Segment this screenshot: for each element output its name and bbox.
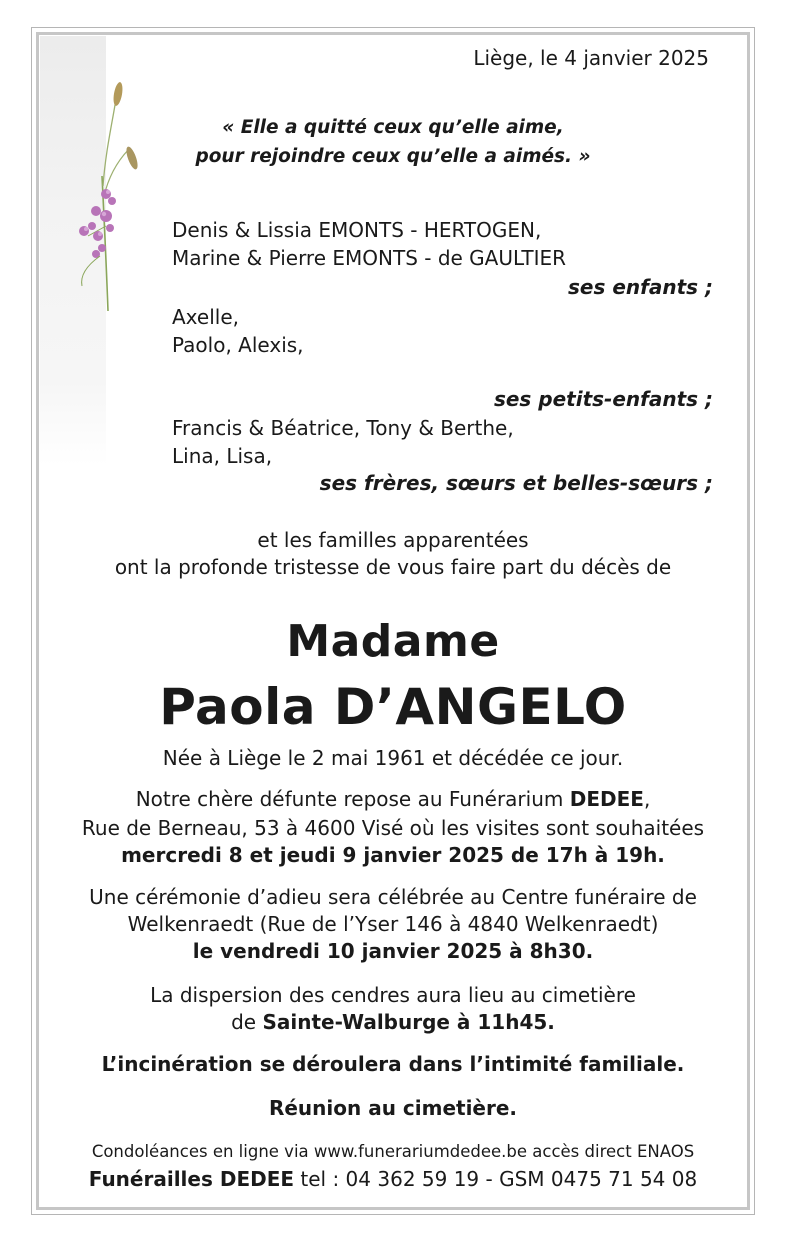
visitation-line-2: Rue de Berneau, 53 à 4600 Visé où les visites sont souhaitées	[81, 816, 705, 840]
siblings-role: ses frères, sœurs et belles-sœurs ;	[319, 471, 713, 495]
children-name-2: Marine & Pierre EMONTS - de GAULTIER	[172, 246, 567, 270]
deceased-title: Madame	[286, 616, 500, 667]
visitation-line-3: mercredi 8 et jeudi 9 janvier 2025 de 17h à 19h.	[121, 843, 665, 867]
reunion-line: Réunion au cimetière.	[268, 1096, 518, 1120]
quote-line-1: « Elle a quitté ceux qu’elle aime,	[222, 117, 564, 138]
company-name: Funérailles DEDEE	[88, 1167, 295, 1191]
company-phone: tel : 04 362 59 19 - GSM 0475 71 54 08	[294, 1167, 698, 1191]
grandchildren-name-1: Axelle,	[172, 305, 239, 329]
incineration-line: L’incinération se déroulera dans l’intimité familiale.	[101, 1052, 685, 1076]
families-line-1: et les familles apparentées	[257, 528, 529, 552]
ceremony-line-2: Welkenraedt (Rue de l’Yser 146 à 4840 Welkenraedt)	[127, 912, 659, 936]
grandchildren-name-2: Paolo, Alexis,	[172, 333, 304, 357]
siblings-name-1: Francis & Béatrice, Tony & Berthe,	[172, 416, 514, 440]
ceremony-line-3: le vendredi 10 janvier 2025 à 8h30.	[192, 939, 594, 963]
siblings-name-2: Lina, Lisa,	[172, 444, 273, 468]
quote-line-2: pour rejoindre ceux qu’elle a aimés. »	[195, 146, 591, 167]
visitation-line-1: Notre chère défunte repose au Funérarium DEDEE,	[135, 787, 651, 811]
company-contact-line	[40, 1169, 746, 1189]
condolences-line	[40, 1144, 746, 1161]
birth-death-line: Née à Liège le 2 mai 1961 et décédée ce jour.	[162, 746, 624, 770]
dispersion-line-2: de Sainte-Walburge à 11h45.	[231, 1010, 555, 1034]
ceremony-line-1: Une cérémonie d’adieu sera célébrée au Centre funéraire de	[89, 885, 697, 909]
children-name-1: Denis & Lissia EMONTS - HERTOGEN,	[172, 218, 542, 242]
children-role: ses enfants ;	[568, 275, 713, 299]
grandchildren-role: ses petits-enfants ;	[493, 387, 713, 411]
condolences-text: Condoléances en ligne via www.funerariumdedee.be accès direct ENAOS	[91, 1142, 695, 1161]
dispersion-line-1: La dispersion des cendres aura lieu au cimetière	[150, 983, 636, 1007]
deceased-name: Paola D’ANGELO	[159, 678, 627, 736]
date-line: Liège, le 4 janvier 2025	[473, 46, 709, 70]
families-line-2: ont la profonde tristesse de vous faire part du décès de	[114, 555, 672, 579]
flower-sprig-icon	[66, 76, 146, 316]
